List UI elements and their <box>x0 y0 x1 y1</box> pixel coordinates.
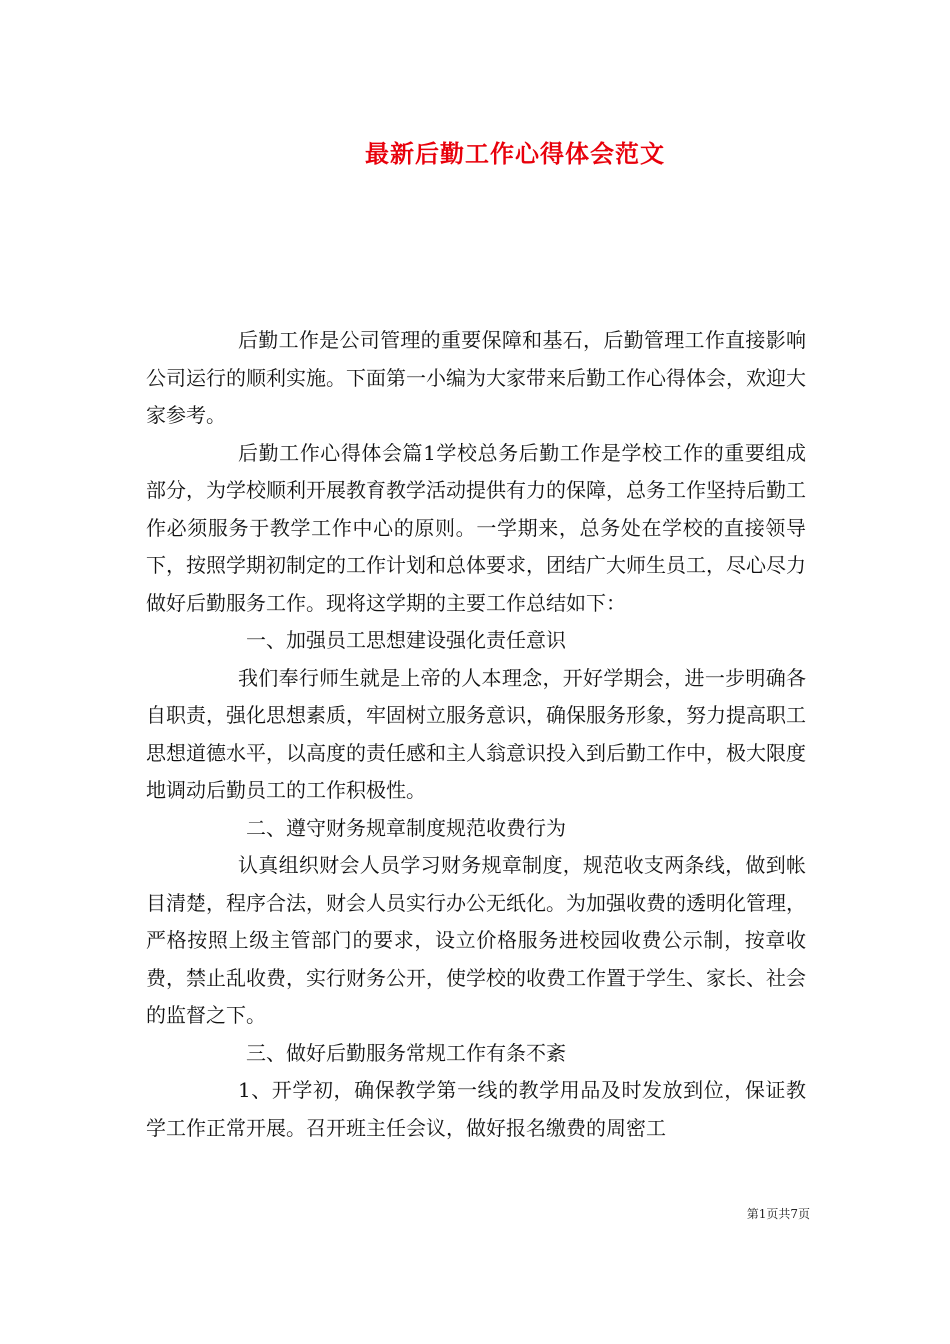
section-heading: 一、加强员工思想建设强化责任意识 <box>246 628 566 652</box>
document-title: 最新后勤工作心得体会范文 <box>365 139 665 168</box>
paragraph: 认真组织财会人员学习财务规章制度，规范收支两条线，做到帐目清楚，程序合法，财会人员实行办公无纸化。为加强收费的透明化管理，严格按照上级主管部门的要求，设立价格服务进校园收费公示制，按章收费，禁止乱收费，实行财务公开，使学校的收费工作置于学生、家长、社会的监督之下。 <box>146 853 806 1027</box>
section-heading: 二、遵守财务规章制度规范收费行为 <box>246 815 566 840</box>
page-footer: 第1页共7页 <box>746 1207 810 1221</box>
section-heading: 三、做好后勤服务常规工作有条不紊 <box>246 1040 566 1065</box>
paragraph: 后勤工作心得体会篇1学校总务后勤工作是学校工作的重要组成部分，为学校顺利开展教育教学活动提供有力的保障，总务工作坚持后勤工作必须服务于教学工作中心的原则。一学期来，总务处在学校的直接领导下，按照学期初制定的工作计划和总体要求，团结广大师生员工，尽心尽力做好后勤服务工作。现将这学期的主要工作总结如下： <box>146 440 806 615</box>
paragraph: 我们奉行师生就是上帝的人本理念，开好学期会，进一步明确各自职责，强化思想素质，牢固树立服务意识，确保服务形象，努力提高职工思想道德水平，以高度的责任感和主人翁意识投入到后勤工作中，极大限度地调动后勤员工的工作积极性。 <box>146 665 806 802</box>
paragraph: 1、开学初，确保教学第一线的教学用品及时发放到位，保证教学工作正常开展。召开班主任会议，做好报名缴费的周密工 <box>146 1078 806 1140</box>
document-body <box>146 322 806 1147</box>
paragraph: 后勤工作是公司管理的重要保障和基石，后勤管理工作直接影响公司运行的顺利实施。下面第一小编为大家带来后勤工作心得体会，欢迎大家参考。 <box>146 328 806 427</box>
